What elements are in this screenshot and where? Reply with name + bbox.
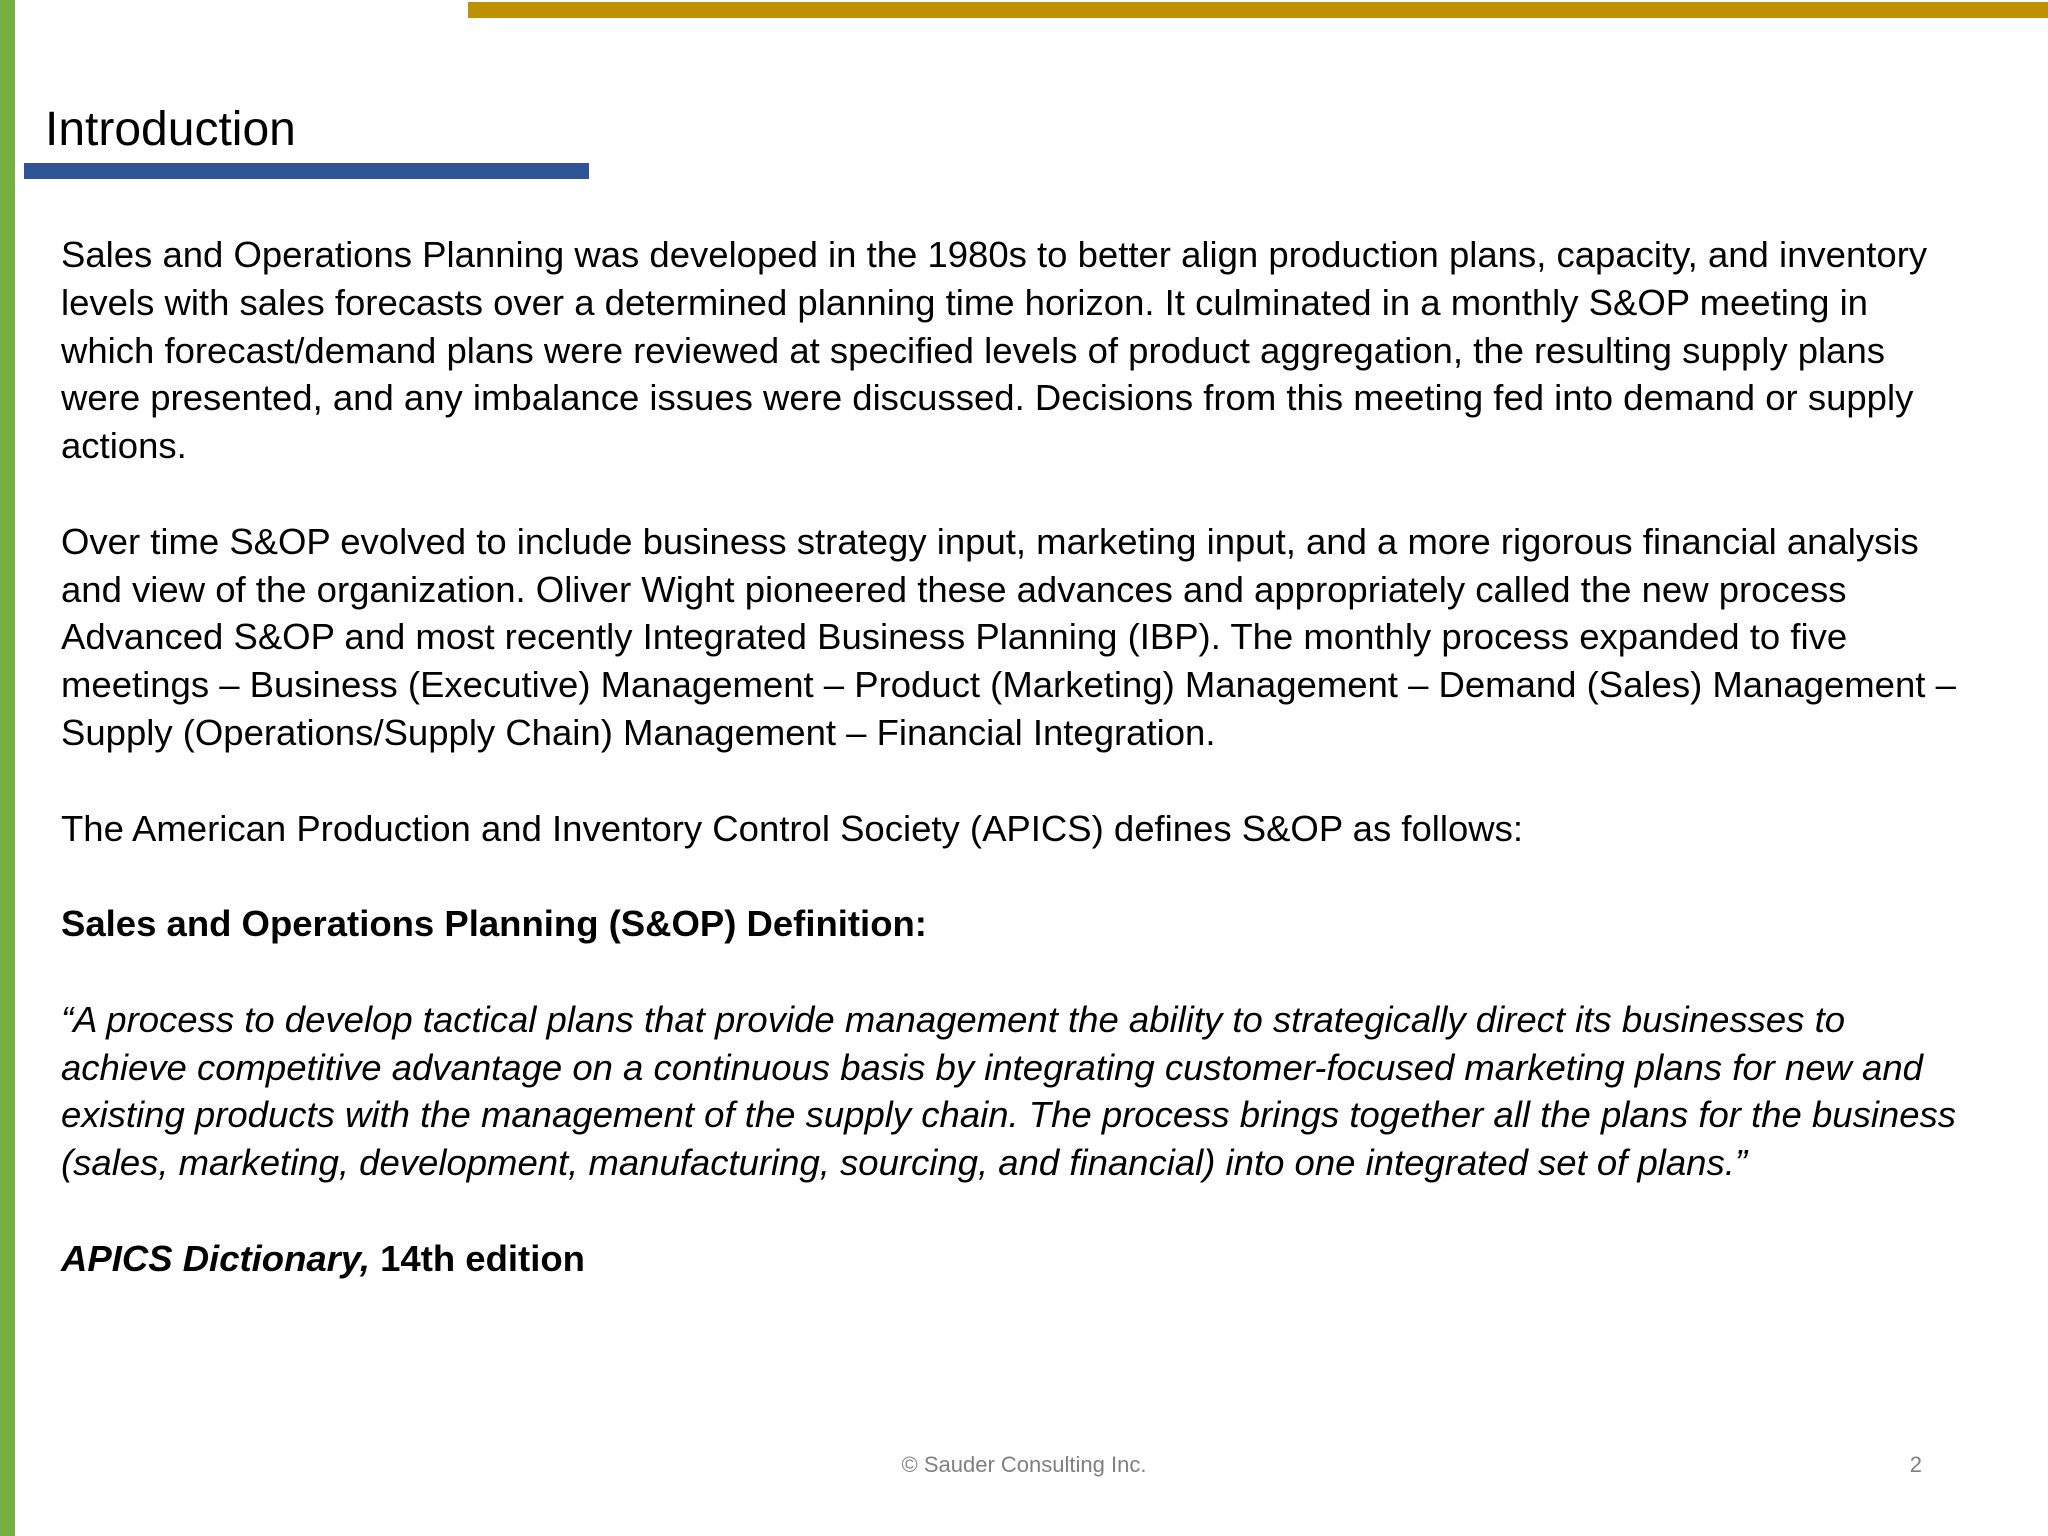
left-accent-bar [0,0,15,1536]
definition-quote: “A process to develop tactical plans that provide management the ability to strategically direct its businesses to achieve competitive advantage on a continuous basis by integrating customer-focused marketing plans for new and existing products with the management of the supply chain. The process brings together all the plans for the business (sales, marketing, development, manufacturing, sourcing, and financial) into one integrated set of plans.” [61,998,1957,1184]
paragraph-history: Sales and Operations Planning was developed in the 1980s to better align production plans, capacity, and inventory levels with sales forecasts over a determined planning time horizon. It culminated in a monthly S&OP meeting in which forecast/demand plans were reviewed at specified levels of product aggregation, the resulting supply plans were presented, and any imbalance issues were discussed. Decisions from this meeting fed into demand or supply actions. [61,234,1928,467]
paragraph-evolution: Over time S&OP evolved to include business strategy input, marketing input, and a more rigorous financial analysis and view of the organization. Oliver Wight pioneered these advances and appropriately called the new process Advanced S&OP and most recently Integrated Business Planning (IBP). The monthly process expanded to five meetings – Business (Executive) Management – Product (Marketing) Management – Demand (Sales) Management – Supply (Operations/Supply Chain) Management – Financial Integration. [61,520,1956,753]
paragraph-apics-intro: The American Production and Inventory Control Society (APICS) defines S&OP as follows: [61,807,1524,849]
source-edition: 14th edition [369,1237,585,1279]
footer-copyright: © Sauder Consulting Inc. [901,1452,1147,1477]
title-underline [24,163,589,179]
page-number: 2 [1909,1452,1922,1477]
slide-title: Introduction [45,103,296,156]
source-citation [61,1235,1961,1283]
top-accent-bar [468,2,2048,18]
definition-heading: Sales and Operations Planning (S&OP) Definition: [61,903,927,945]
source-title: APICS Dictionary, [61,1237,370,1279]
slide-body [61,231,1961,1283]
